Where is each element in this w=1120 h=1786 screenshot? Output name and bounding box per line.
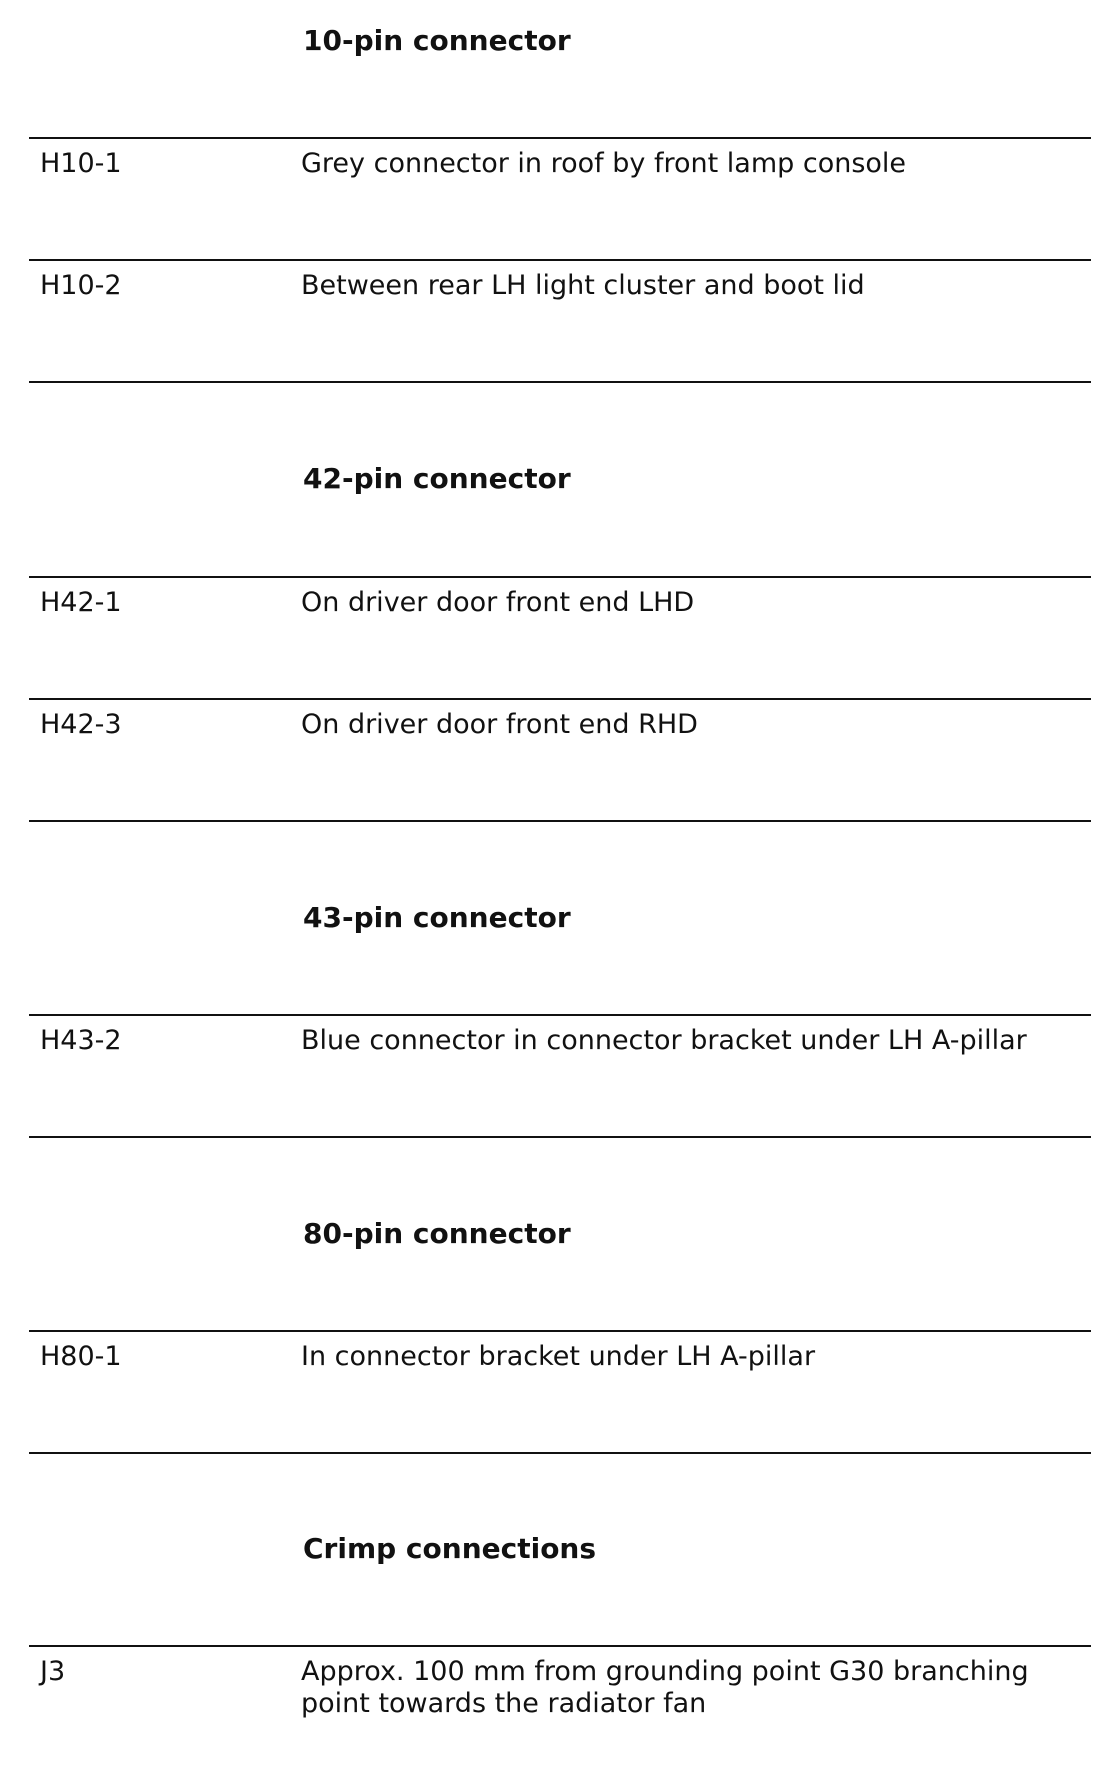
table-divider <box>29 820 1091 822</box>
connector-location: Approx. 100 mm from grounding point G30 branching point towards the radiator fan <box>301 1656 1029 1719</box>
section-heading-43-pin: 43-pin connector <box>303 901 571 934</box>
connector-location: On driver door front end LHD <box>301 587 695 618</box>
connector-code: H10-2 <box>40 270 122 301</box>
table-divider <box>29 698 1091 700</box>
table-divider <box>29 1014 1091 1016</box>
connector-location: On driver door front end RHD <box>301 709 698 740</box>
section-heading-10-pin: 10-pin connector <box>303 24 571 57</box>
table-divider <box>29 137 1091 139</box>
connector-code: H43-2 <box>40 1025 122 1056</box>
table-divider <box>29 1452 1091 1454</box>
section-heading-80-pin: 80-pin connector <box>303 1217 571 1250</box>
connector-location: In connector bracket under LH A-pillar <box>301 1341 816 1372</box>
section-heading-42-pin: 42-pin connector <box>303 462 571 495</box>
table-divider <box>29 1645 1091 1647</box>
table-divider <box>29 1330 1091 1332</box>
connector-code: H10-1 <box>40 148 122 179</box>
connector-location: Between rear LH light cluster and boot lid <box>301 270 865 301</box>
table-divider <box>29 1136 1091 1138</box>
connector-location: Blue connector in connector bracket under LH A-pillar <box>301 1025 1027 1056</box>
table-divider <box>29 381 1091 383</box>
connector-code: H80-1 <box>40 1341 122 1372</box>
section-heading-crimp: Crimp connections <box>303 1532 597 1565</box>
connector-code: H42-3 <box>40 709 122 740</box>
connector-location: Grey connector in roof by front lamp console <box>301 148 907 179</box>
table-divider <box>29 259 1091 261</box>
table-divider <box>29 576 1091 578</box>
connector-code: H42-1 <box>40 587 122 618</box>
connector-code: J3 <box>40 1656 66 1687</box>
